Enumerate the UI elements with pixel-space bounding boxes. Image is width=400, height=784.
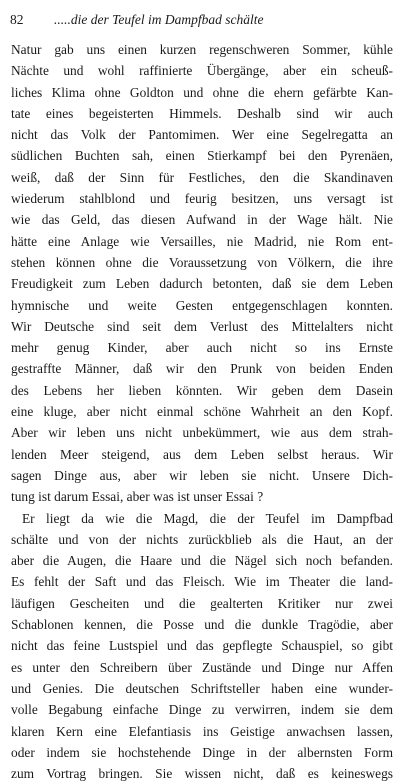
text-line: stehen können ohne die Voraussetzung von Völkern, die ihre: [11, 254, 393, 270]
text-line: Natur gab uns einen kurzen regenschweren Sommer, kühle: [11, 42, 393, 57]
text-line: Es fehlt der Saft und das Fleisch. Wie im Theater die land-: [11, 574, 393, 590]
paragraph-end-line: tung ist darum Essai, aber was ist unser Essai ?: [11, 489, 264, 505]
text-line: Nächte und wohl raffinierte Übergänge, aber ein scheuß-: [11, 63, 393, 79]
paragraph-start-line: Er liegt da wie die Magd, die der Teufel im Dampfbad: [22, 510, 393, 526]
text-line: weiß, daß der Sinn für Festliches, den die Skandinaven: [11, 169, 393, 185]
text-line: läufigen Gescheiten und die gealterten Kritiker nur zwei: [11, 595, 393, 611]
text-line: Schablonen kennen, die Posse und die dunkle Tragödie, aber: [11, 617, 393, 633]
text-line: sagen Dinge aus, aber wir leben sie nicht. Unsere Dich-: [11, 467, 393, 483]
text-line: Freudigkeit zum Leben dadurch betonten, daß sie dem Leben: [11, 276, 393, 292]
text-line: südlichen Buchten sah, einen Stierkampf bei den Pyrenäen,: [11, 148, 393, 164]
text-line: und Genies. Die deutschen Schriftsteller haben eine wunder-: [11, 680, 393, 696]
text-line: tate eines begeisterten Himmels. Deshalb sind wir auch: [11, 105, 393, 121]
text-line: klaren Kern eine Elefantiasis ins Geistige anwachsen lassen,: [11, 723, 393, 739]
running-title: .....die der Teufel im Dampfbad schälte: [54, 12, 264, 27]
text-line: nicht das feine Lustspiel und das gepflegte Schauspiel, so gibt: [11, 638, 393, 654]
text-line: eine kluge, aber nicht einmal schöne Wahrheit an den Kopf.: [11, 404, 393, 420]
text-line: schälte und von der nichts zurückblieb als die Haut, an der: [11, 531, 393, 547]
text-line: zum Vortrag bringen. Sie wissen nicht, daß es keineswegs: [11, 766, 393, 782]
body-text: [11, 39, 393, 784]
text-line: aber die Augen, die Haare und die Nägel sich noch befanden.: [11, 553, 393, 569]
running-header: [10, 10, 388, 30]
text-line: volle Begabung einfache Dinge zu verwirren, indem sie dem: [11, 702, 393, 718]
text-line: wie das Geld, das diesen Aufwand in der Wage hält. Nie: [11, 212, 393, 228]
text-line: es unter den Schreibern über Zustände und Dinge nur Affen: [11, 659, 393, 675]
text-line: nicht das Volk der Pantomimen. Wer eine Segelregatta an: [11, 127, 393, 143]
text-line: mehr genug Kinder, aber auch nicht so ins Ernste: [11, 340, 393, 356]
text-line: Aber wir leben uns nicht unbekümmert, wie aus dem strah-: [11, 425, 393, 441]
text-line: hymnische und weite Gesten entgegenschlagen konnten.: [11, 297, 393, 313]
text-line: oder indem sie hochstehende Dinge in der albernsten Form: [11, 744, 393, 760]
text-line: Wir Deutsche sind seit dem Verlust des Mittelalters nicht: [11, 318, 393, 334]
text-line: liches Klima ohne Goldton und ohne die ehern gefärbte Kan-: [11, 84, 393, 100]
text-line: des Lebens her lieben könnten. Wir geben dem Dasein: [11, 382, 393, 398]
text-line: gestraffte Männer, daß wir den Prunk von beiden Enden: [11, 361, 393, 377]
page-number: 82: [10, 12, 24, 27]
text-line: wiederum stahlblond und feurig besitzen, uns versagt ist: [11, 191, 393, 207]
text-line: hätte eine Anlage wie Versailles, nie Madrid, nie Rom ent-: [11, 233, 393, 249]
text-line: lenden Meer steigend, aus dem Leben selbst heraus. Wir: [11, 446, 393, 462]
